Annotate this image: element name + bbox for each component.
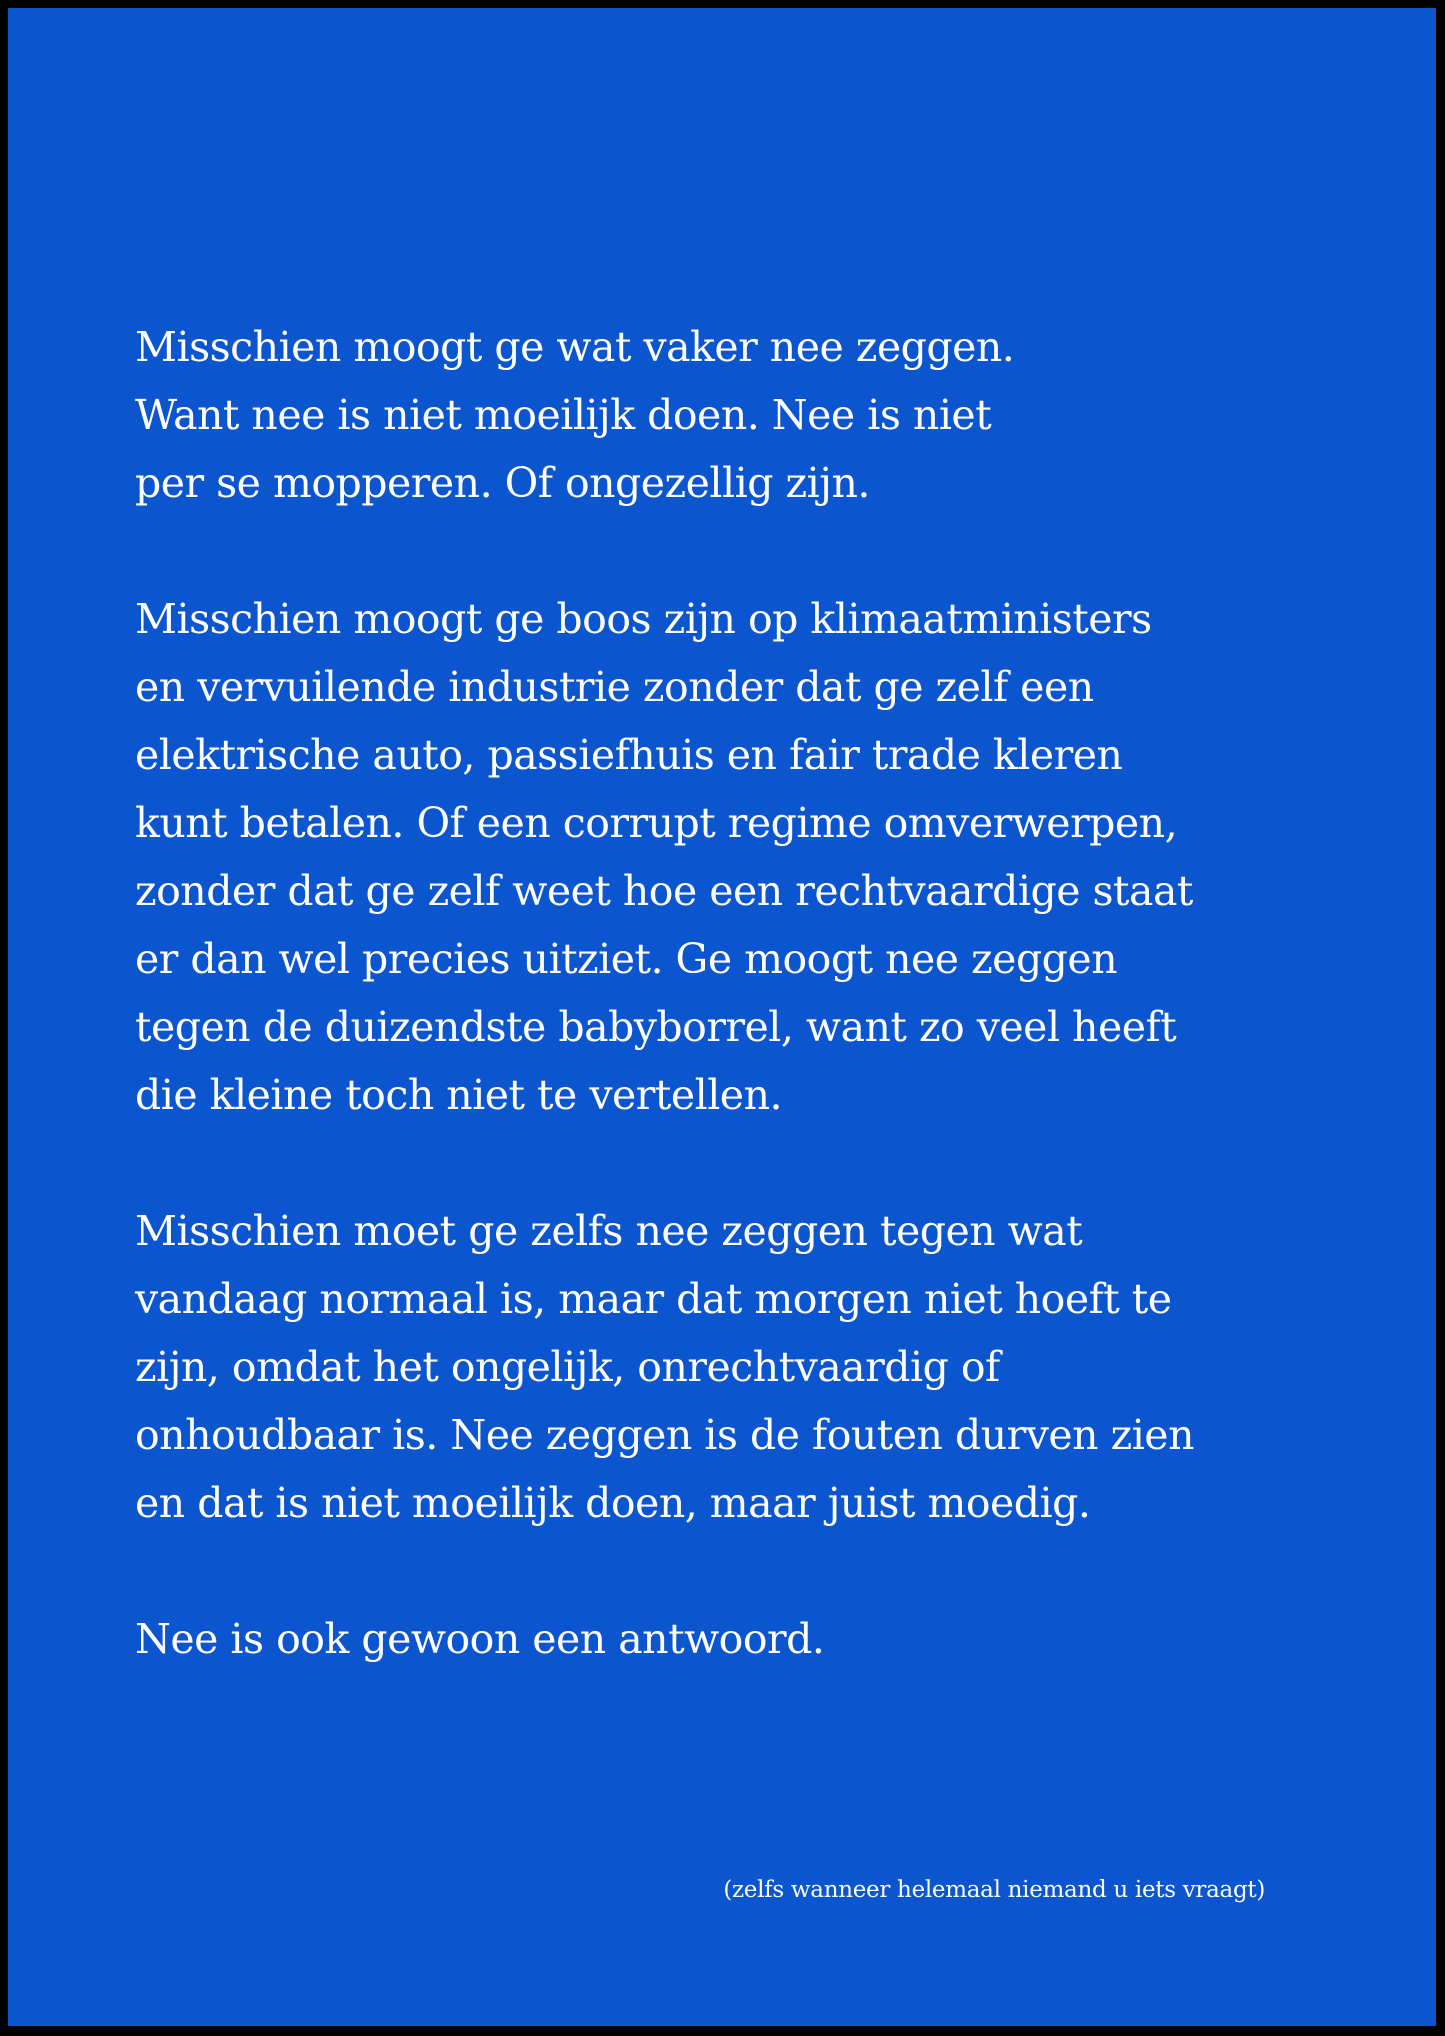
footnote: (zelfs wanneer helemaal niemand u iets vraagt)	[723, 1877, 1265, 1903]
text-line: kunt betalen. Of een corrupt regime omverwerpen,	[135, 799, 1178, 847]
paragraph-2	[135, 585, 1285, 1129]
text-line: die kleine toch niet te vertellen.	[135, 1071, 783, 1119]
text-line: vandaag normaal is, maar dat morgen niet hoeft te	[135, 1275, 1172, 1323]
poster-body-text	[135, 313, 1285, 1741]
text-line: Misschien moogt ge boos zijn op klimaatministers	[135, 595, 1152, 643]
text-line: zijn, omdat het ongelijk, onrechtvaardig of	[135, 1343, 1000, 1391]
text-line: per se mopperen. Of ongezellig zijn.	[135, 459, 870, 507]
paragraph-3	[135, 1197, 1285, 1537]
text-line: onhoudbaar is. Nee zeggen is de fouten durven zien	[135, 1411, 1194, 1459]
paragraph-4-closing	[135, 1605, 1285, 1673]
text-line: Want nee is niet moeilijk doen. Nee is niet	[135, 391, 992, 439]
text-line: Misschien moet ge zelfs nee zeggen tegen wat	[135, 1207, 1083, 1255]
closing-line: Nee is ook gewoon een antwoord.	[135, 1615, 825, 1663]
text-line: en dat is niet moeilijk doen, maar juist moedig.	[135, 1479, 1091, 1527]
text-line: zonder dat ge zelf weet hoe een rechtvaardige staat	[135, 867, 1193, 915]
text-line: en vervuilende industrie zonder dat ge zelf een	[135, 663, 1094, 711]
text-line: tegen de duizendste babyborrel, want zo veel heeft	[135, 1003, 1177, 1051]
text-line: er dan wel precies uitziet. Ge moogt nee zeggen	[135, 935, 1118, 983]
paragraph-1	[135, 313, 1285, 517]
poster	[8, 8, 1436, 2026]
text-line: elektrische auto, passiefhuis en fair trade kleren	[135, 731, 1123, 779]
text-line: Misschien moogt ge wat vaker nee zeggen.	[135, 323, 1015, 371]
